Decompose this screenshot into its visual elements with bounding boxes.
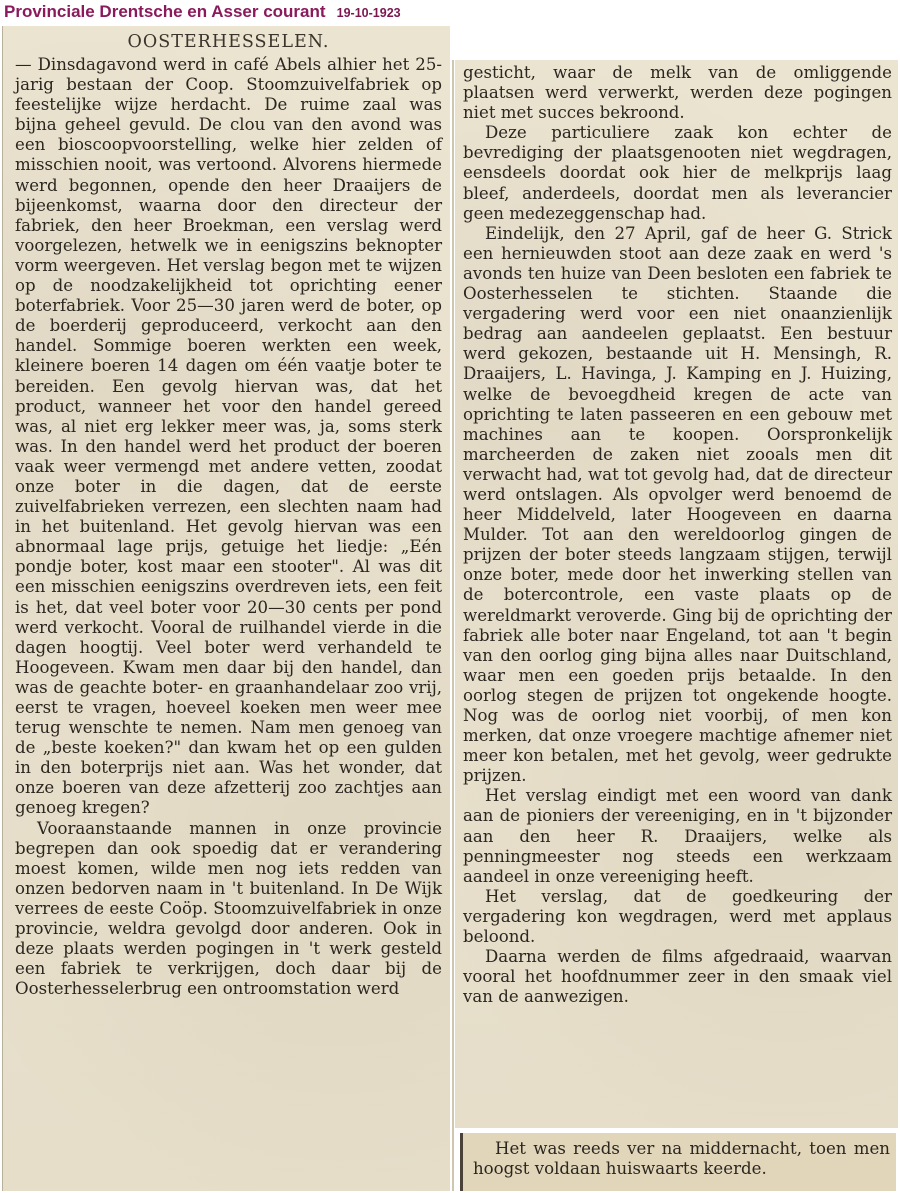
clipping-left-column — [2, 26, 450, 1191]
article-paragraph: gesticht, waar de melk van de omliggende plaatsen werd verwerkt, werden deze pogingen niet met succes bekroond. — [463, 63, 892, 123]
clipping-closing-fragment — [460, 1133, 896, 1191]
article-text-left — [15, 55, 442, 999]
article-heading: OOSTERHESSELEN. — [127, 32, 330, 52]
article-paragraph: Daarna werden de films afgedraaid, waarvan vooral het hoofdnummer zeer in den smaak viel van de aanwezigen. — [463, 947, 892, 1007]
clipping-right-column — [455, 60, 898, 1128]
article-paragraph: Eindelijk, den 27 April, gaf de heer G. Strick een hernieuwden stoot aan deze zaak en werd 's avonds ten huize van Deen besloten een fabriek te Oosterhesselen te stichten. Staande die vergadering werd voor een niet onaanzienlijk bedrag aan aandeelen geplaatst. Een bestuur werd gekozen, bestaande uit H. Mensingh, R. Draaijers, L. Havinga, J. Kamping en J. Huizing, welke de bevoegdheid kregen de acte van oprichting te laten passeeren en een gebouw met machines aan te koopen. Oorspronkelijk marcheerden de zaken niet zooals men dit verwacht had, wat tot gevolg had, dat de directeur werd ontslagen. Als opvolger werd benoemd de heer Middelveld, later Hoogeveen en daarna Mulder. Tot aan den wereldoorlog gingen de prijzen der boter steeds langzaam stijgen, terwijl onze boter, mede door het inwerking stellen van de botercontrole, een vaste plaats op de wereldmarkt veroverde. Ging bij de oprichting der fabriek alle boter naar Engeland, tot aan 't begin van den oorlog ging bijna alles naar Duitschland, waar men een goeden prijs betaalde. In den oorlog stegen de prijzen tot ongekende hoogte. Nog was de oorlog niet voorbij, of men kon merken, dat onze vroegere machtige afnemer niet meer kon betalen, met het gevolg, weer gedrukte prijzen. — [463, 223, 892, 786]
article-paragraph: — Dinsdagavond werd in café Abels alhier het 25-jarig bestaan der Coop. Stoomzuivelfabriek op feestelijke wijze herdacht. De ruime zaal was bijna geheel gevuld. De clou van den avond was een bioscoopvoorstelling, welke hier zelden of misschien nooit, was vertoond. Alvorens hiermede werd begonnen, opende den heer Draaijers de bijeenkomst, waarna door den directeur der fabriek, den heer Broekman, een verslag werd voorgelezen, hetwelk we in eenigszins beknopter vorm weergeven. Het verslag begon met te wijzen op de noodzakelijkheid tot oprichting eener boterfabriek. Voor 25—30 jaren werd de boter, op de boerderij geproduceerd, verkocht aan den handel. Sommige boeren werkten een week, kleinere boeren 14 dagen om één vaatje boter te bereiden. Een gevolg hiervan was, dat het product, wanneer het voor den handel gereed was, al niet erg lekker meer was, ja, soms sterk was. In den handel werd het product der boeren vaak weer vermengd met andere vetten, zoodat onze boter in die dagen, dat de eerste zuivelfabrieken verrezen, een slechten naam had in het buitenland. Het gevolg hiervan was een abnormaal lage prijs, getuige het liedje: „Eén pondje boter, kost maar een stooter". Al was dit een misschien eenigszins overdreven iets, een feit is het, dat veel boter voor 20—30 cents per pond werd verkocht. Vooral de ruilhandel vierde in die dagen hoogtij. Veel boter werd verhandeld te Hoogeveen. Kwam men daar bij den handel, dan was de geachte boter- en graanhandelaar zoo vrij, eerst te vragen, hoeveel koeken men weer mee terug wenschte te nemen. Nam men genoeg van de „beste koeken?" dan kwam het op een gulden in den boterprijs niet aan. Was het wonder, dat onze boeren van deze afzetterij zoo zachtjes aan genoeg kregen? — [15, 55, 442, 818]
article-paragraph: Deze particuliere zaak kon echter de bevrediging der plaatsgenooten niet wegdragen, eensdeels doordat ook hier de melkprijs laag bleef, anderdeels, doordat men als leverancier geen medezeggenschap had. — [463, 123, 892, 223]
masthead — [4, 2, 896, 24]
article-paragraph: Vooraanstaande mannen in onze provincie begrepen dan ook spoedig dat er verandering moest komen, wilde men nog iets redden van onzen bedorven naam in 't buitenland. In De Wijk verrees de eeste Coöp. Stoomzuivelfabriek in onze provincie, weldra gevolgd door anderen. Ook in deze plaats werden pogingen in 't werk gesteld een fabriek te verkrijgen, doch daar bij de Oosterhesselerbrug een ontroomstation werd — [15, 818, 442, 999]
column-divider — [452, 60, 454, 1191]
article-text-closing — [473, 1139, 890, 1179]
article-paragraph: Het was reeds ver na middernacht, toen men hoogst voldaan huiswaarts keerde. — [473, 1139, 890, 1179]
newspaper-title: Provinciale Drentsche en Asser courant — [4, 2, 326, 21]
article-paragraph: Het verslag eindigt met een woord van dank aan de pioniers der vereeniging, en in 't bijzonder aan den heer R. Draaijers, welke als penningmeester nog steeds een werkzaam aandeel in onze vereeniging heeft. — [463, 786, 892, 886]
article-text-right — [463, 63, 892, 1007]
article-paragraph: Het verslag, dat de goedkeuring der vergadering kon wegdragen, werd met applaus beloond. — [463, 886, 892, 947]
publication-date: 19-10-1923 — [336, 6, 401, 20]
